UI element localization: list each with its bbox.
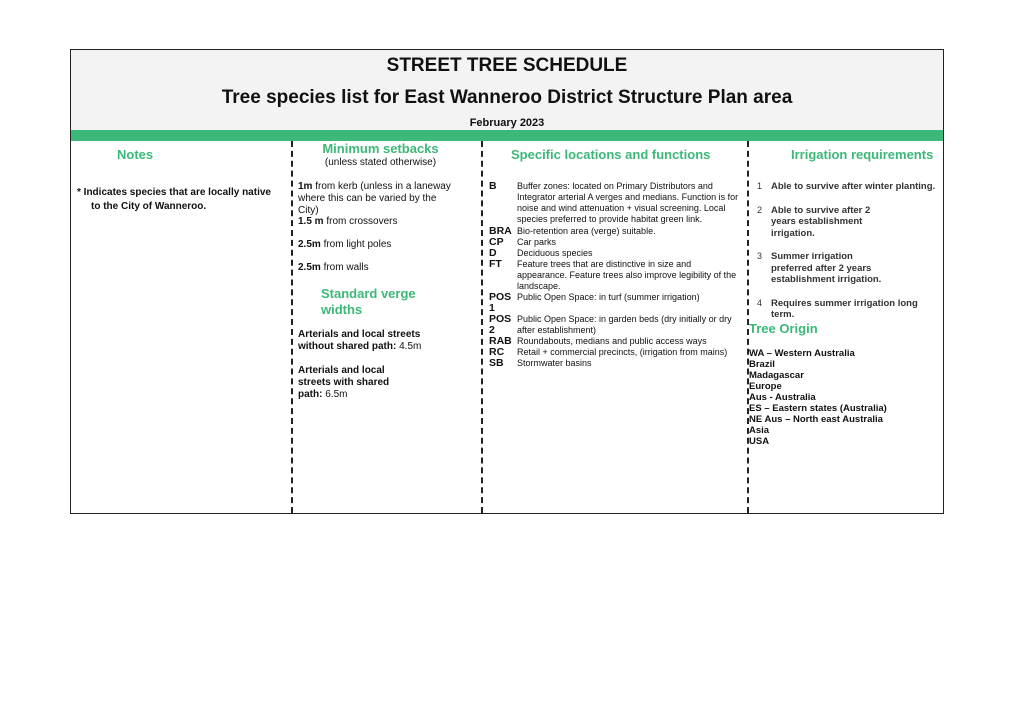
origin-item: USA [749, 436, 770, 447]
origin-item: WA – Western Australia [749, 348, 855, 359]
location-code: POS 1 [489, 291, 512, 314]
setback-distance: 2.5m [298, 262, 321, 273]
schedule-title: STREET TREE SCHEDULE [71, 50, 943, 83]
subtitle-block [71, 82, 943, 130]
irrigation-column [749, 141, 943, 513]
notes-line-1: * Indicates species that are locally native [77, 187, 271, 198]
verge-label: Arterials and local streets with shared path: [298, 365, 390, 400]
location-item [489, 336, 739, 347]
irrigation-number: 2 [757, 204, 763, 215]
origin-item: Brazil [749, 359, 775, 370]
irrigation-text: Able to survive after winter planting. [771, 181, 936, 192]
setback-text: from kerb (unless in a laneway where this can be varied by the City) [298, 181, 451, 216]
setback-text: from walls [320, 262, 369, 273]
location-text: Bio-retention area (verge) suitable. [517, 226, 656, 236]
setbacks-column [293, 141, 481, 513]
location-item [489, 292, 739, 314]
location-code: CP [489, 236, 504, 248]
irrigation-number: 3 [757, 251, 763, 261]
location-text: Roundabouts, medians and public access ways [517, 336, 707, 346]
verge-item [298, 365, 398, 401]
irrigation-number: 4 [757, 297, 763, 308]
location-item [489, 347, 739, 358]
verge-value: 4.5m [396, 341, 422, 352]
setback-distance: 1m [298, 181, 313, 192]
location-code: FT [489, 258, 502, 270]
irrigation-item [757, 205, 943, 240]
verge-value: 6.5m [322, 389, 348, 400]
location-item [489, 181, 739, 225]
notes-column [71, 141, 291, 513]
location-code: RC [489, 346, 505, 358]
origin-item: NE Aus – North east Australia [749, 414, 883, 425]
setback-item [298, 239, 391, 251]
origin-item: Asia [749, 425, 770, 436]
location-text: Buffer zones: located on Primary Distributors and Integrator arterial A verges and medians. Function is for noise and wind attenuation + visual screening. Local species preferred to provide habitat green link. [517, 181, 739, 224]
irrigation-text: Able to survive after 2 years establishment irrigation. [771, 204, 871, 239]
irrigation-item [757, 251, 943, 286]
verge-label: Arterials and local streets without shared path: [298, 329, 421, 352]
location-code: D [489, 247, 497, 259]
location-code: POS 2 [489, 313, 512, 336]
accent-bar [71, 130, 943, 141]
irrigation-list [757, 181, 943, 321]
location-code: SB [489, 357, 504, 369]
location-text: Public Open Space: in garden beds (dry initially or dry after establishment) [517, 314, 732, 335]
setback-item [298, 216, 397, 228]
setback-text: from crossovers [323, 216, 398, 227]
location-item [489, 358, 739, 369]
setback-distance: 2.5m [298, 239, 321, 250]
schedule-date: February 2023 [469, 117, 545, 129]
location-code: BRA [489, 225, 512, 237]
irrigation-item [757, 298, 943, 321]
irrigation-number: 1 [757, 181, 763, 191]
setback-item [298, 181, 458, 217]
location-text: Retail + commercial precincts, (irrigation from mains) [517, 347, 728, 357]
irrigation-item [757, 181, 943, 193]
schedule-subtitle: Tree species list for East Wanneroo District Structure Plan area [221, 87, 793, 108]
location-item [489, 314, 739, 336]
setback-text: from light poles [320, 239, 392, 250]
irrigation-text: Requires summer irrigation long term. [771, 297, 918, 320]
location-text: Car parks [517, 237, 557, 247]
locations-column [483, 141, 747, 513]
irrigation-heading: Irrigation requirements [791, 147, 934, 162]
origin-item: Aus - Australia [749, 392, 816, 403]
origin-item: Europe [749, 381, 782, 392]
origin-item: ES – Eastern states (Australia) [749, 403, 887, 414]
location-item [489, 237, 739, 248]
location-text: Public Open Space: in turf (summer irrigation) [517, 292, 700, 302]
origin-heading: Tree Origin [749, 321, 818, 336]
setbacks-heading: Minimum setbacks [322, 141, 439, 156]
locations-heading: Specific locations and functions [511, 147, 711, 162]
origin-list [749, 348, 887, 447]
schedule-frame [70, 49, 944, 514]
location-text: Feature trees that are distinctive in size and appearance. Feature trees also improve legibility of the landscape. [517, 259, 737, 291]
location-item [489, 259, 739, 292]
origin-item: Madagascar [749, 370, 804, 381]
location-code: RAB [489, 335, 512, 347]
notes-heading: Notes [117, 147, 154, 162]
setback-item [298, 262, 369, 274]
setback-distance: 1.5 m [298, 216, 324, 227]
location-text: Deciduous species [517, 248, 593, 258]
location-item [489, 226, 739, 237]
verge-item [298, 329, 448, 353]
location-text: Stormwater basins [517, 358, 592, 368]
verge-heading: Standard verge widths [321, 286, 416, 317]
location-code: B [489, 180, 497, 192]
location-item [489, 248, 739, 259]
irrigation-text: Summer irrigation preferred after 2 years establishment irrigation. [771, 251, 882, 285]
notes-line-2: to the City of Wanneroo. [91, 201, 207, 212]
location-list [489, 181, 739, 369]
setbacks-subheading: (unless stated otherwise) [324, 157, 437, 168]
